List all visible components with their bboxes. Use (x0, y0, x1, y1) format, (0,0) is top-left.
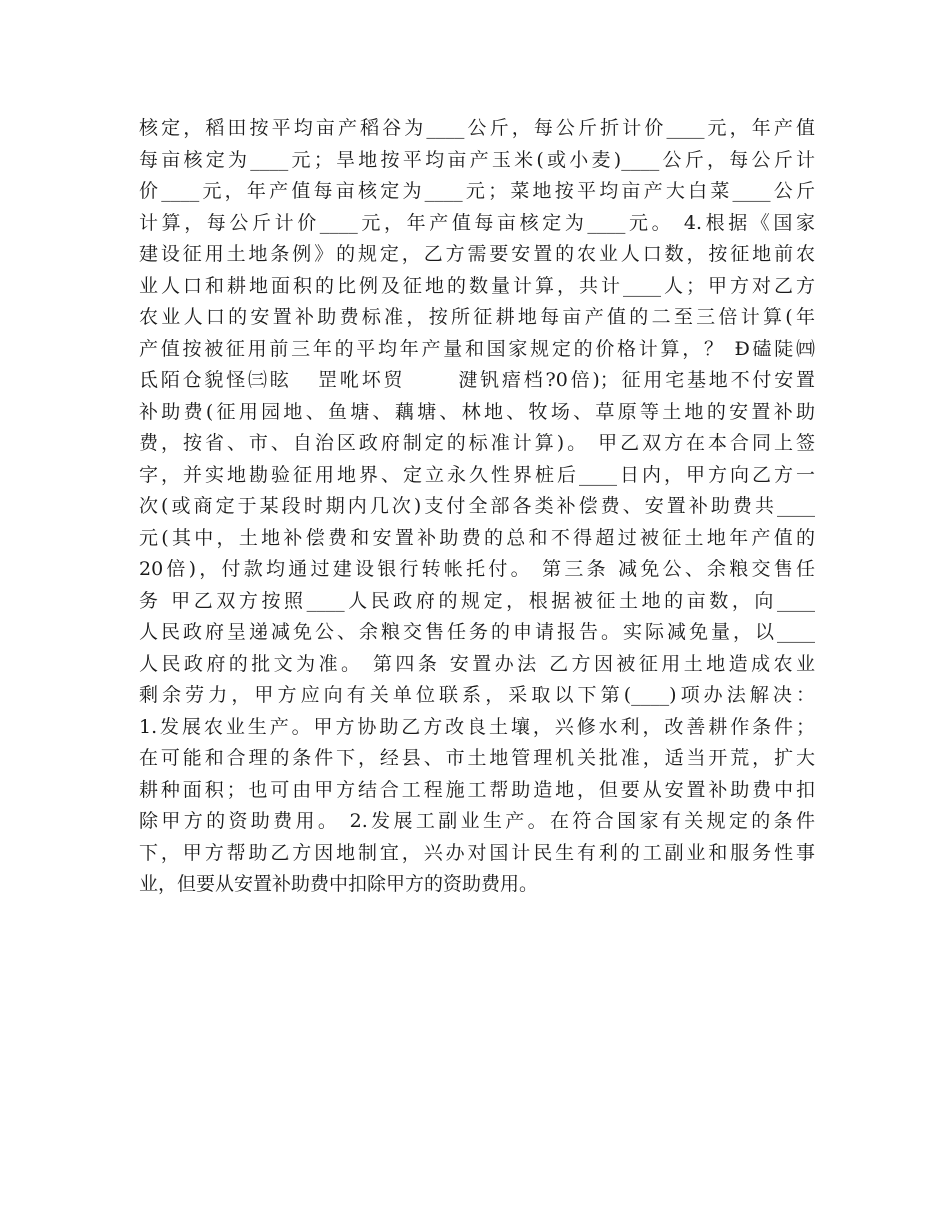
text-line-16: 务 甲乙双方按照____人民政府的规定，根据被征土地的亩数，向____ (139, 589, 815, 612)
text-line-19: 剩余劳力，甲方应向有关单位联系，采取以下第(____)项办法解决： (139, 684, 815, 706)
text-line-4: 计算，每公斤计价____元，年产值每亩核定为____元。 4.根据《国家 (139, 211, 815, 234)
text-line-7: 农业人口的安置补助费标准，按所征耕地每亩产值的二至三倍计算(年 (139, 306, 815, 328)
text-line-9: 氐陌仓貌怪㈢眩 罡吪坏贸 湕钒瘖档?0倍)；征用宅基地不付安置 (139, 369, 815, 391)
text-line-6: 业人口和耕地面积的比例及征地的数量计算，共计____人；甲方对乙方 (139, 274, 815, 297)
text-line-15: 20倍)，付款均通过建设银行转帐托付。 第三条 减免公、余粮交售任 (139, 558, 815, 580)
contract-body-text (139, 113, 815, 901)
text-line-3: 价____元，年产值每亩核定为____元；菜地按平均亩产大白菜____公斤 (139, 180, 815, 202)
text-line-13: 次(或商定于某段时期内几次)支付全部各类补偿费、安置补助费共____ (139, 495, 815, 517)
text-line-20: 1.发展农业生产。甲方协助乙方改良土壤，兴修水利，改善耕作条件； (139, 715, 815, 738)
text-line-25: 业，但要从安置补助费中扣除甲方的资助费用。 (139, 873, 539, 895)
text-line-5: 建设征用土地条例》的规定，乙方需要安置的农业人口数，按征地前农 (139, 243, 815, 265)
text-line-1: 核定，稻田按平均亩产稻谷为____公斤，每公斤折计价____元，年产值 (139, 117, 815, 139)
text-line-10: 补助费(征用园地、鱼塘、藕塘、林地、牧场、草原等土地的安置补助 (139, 400, 815, 423)
text-line-18: 人民政府的批文为准。 第四条 安置办法 乙方因被征用土地造成农业 (139, 652, 815, 675)
text-line-14: 元(其中，土地补偿费和安置补助费的总和不得超过被征土地年产值的 (139, 526, 815, 549)
text-line-22: 耕种面积；也可由甲方结合工程施工帮助造地，但要从安置补助费中扣 (139, 778, 815, 801)
text-line-23: 除甲方的资助费用。 2.发展工副业生产。在符合国家有关规定的条件 (139, 810, 815, 832)
text-line-2: 每亩核定为____元；旱地按平均亩产玉米(或小麦)____公斤，每公斤计 (139, 148, 815, 171)
text-line-17: 人民政府呈递减免公、余粮交售任务的申请报告。实际减免量，以____ (139, 621, 815, 643)
text-line-8: 产值按被征用前三年的平均年产量和国家规定的价格计算，？ Đ磕陡㈣ (139, 337, 815, 360)
text-line-11: 费，按省、市、自治区政府制定的标准计算)。 甲乙双方在本合同上签 (139, 432, 815, 454)
text-line-24: 下，甲方帮助乙方因地制宜，兴办对国计民生有利的工副业和服务性事 (139, 841, 815, 864)
text-line-21: 在可能和合理的条件下，经县、市土地管理机关批准，适当开荒，扩大 (139, 747, 815, 769)
text-line-12: 字，并实地勘验征用地界、定立永久性界桩后____日内，甲方向乙方一 (139, 463, 815, 486)
